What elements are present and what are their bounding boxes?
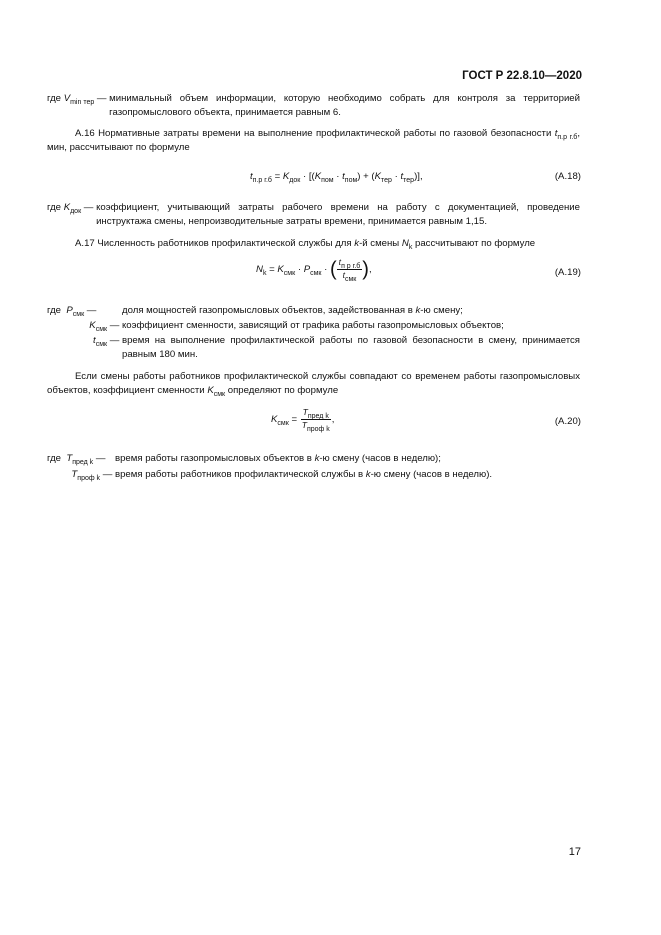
text: определяют по формуле (225, 384, 339, 396)
var-sub: смк (344, 275, 357, 283)
var: N (256, 263, 263, 275)
text: Если смены работы работников профилактической службы совпадают со временем работы газопромысловых объектов, коэффициент сменности (47, 371, 580, 396)
var-sub: тер (381, 177, 392, 184)
op: · (391, 171, 401, 182)
var-sub: смк (283, 269, 296, 277)
var: T (302, 407, 308, 417)
text: время на выполнение профилактической работы по газовой безопасности в смену, принимается равным 180 мин. (122, 335, 580, 360)
fraction-denominator (341, 270, 359, 281)
symbol: K (63, 202, 71, 213)
fraction (337, 258, 363, 281)
dash: — (93, 453, 109, 464)
var: K (374, 171, 382, 182)
symbol: T (71, 469, 78, 480)
op: · [( (300, 171, 315, 182)
symbol-subscript: п.р г.б (557, 134, 578, 141)
definition-text (122, 334, 580, 362)
var: K (277, 263, 284, 275)
var: P (303, 263, 311, 275)
formula-number-a19: (А.19) (554, 267, 581, 278)
text: -й смены (359, 238, 402, 249)
dash: — (107, 335, 122, 346)
where-word: где (47, 93, 62, 104)
dash: — (107, 320, 122, 331)
text: время работы работников профилактической службы в (115, 469, 366, 480)
definition-tpred (47, 452, 580, 466)
var: K (314, 171, 322, 182)
left-paren: ( (330, 258, 337, 281)
definition-label (47, 468, 115, 482)
symbol: K (89, 320, 96, 331)
symbol: t (554, 128, 558, 139)
definition-kdok (47, 201, 580, 229)
definition-tcmk (47, 334, 580, 362)
var: t (338, 257, 342, 267)
formula-number-a18: (А.18) (554, 171, 581, 182)
op: = (266, 263, 278, 275)
text: -ю смену (часов в неделю); (319, 453, 441, 464)
definition-tprof (47, 468, 580, 482)
symbol-subscript: смк (95, 326, 108, 333)
symbol-subscript: k (408, 244, 413, 251)
where-word: где (47, 453, 62, 464)
text: -ю смену; (420, 305, 463, 316)
var-sub: проф k (306, 425, 330, 433)
formula-a19 (256, 258, 372, 281)
formula-number-a20: (А.20) (554, 416, 581, 427)
text: рассчитывают по формуле (412, 238, 536, 249)
k-italic: k (365, 469, 371, 480)
paragraph-a17 (47, 237, 580, 251)
k-italic: k (354, 238, 360, 249)
symbol-subscript: пред k (72, 459, 94, 466)
symbol-subscript: смк (72, 311, 85, 318)
k-italic: k (415, 305, 421, 316)
op: = (288, 413, 300, 425)
symbol-subscript: смк (95, 341, 108, 348)
document-header: ГОСТ Р 22.8.10—2020 (462, 70, 582, 82)
var-sub: пом (321, 177, 334, 184)
var: t (342, 269, 345, 280)
definition-text (115, 452, 580, 466)
text: -ю смену (часов в неделю). (370, 469, 493, 480)
definition-text (115, 468, 580, 482)
symbol-subscript: проф k (77, 475, 101, 482)
op: · (333, 171, 343, 182)
dash: — (94, 93, 110, 104)
text: А.17 Численность работников профилактической службы для (75, 238, 355, 249)
symbol: K (207, 384, 214, 396)
paragraph-a16 (47, 127, 580, 155)
definition-text (122, 319, 580, 333)
var-sub: док (289, 177, 301, 184)
var-sub: пред k (307, 413, 329, 420)
k-italic: k (314, 453, 320, 464)
formula-a20 (271, 408, 334, 431)
op: · (321, 263, 330, 275)
symbol: T (66, 453, 73, 464)
text: коэффициент сменности, зависящий от графика работы газопромысловых объектов; (122, 320, 504, 331)
var-sub: смк (310, 269, 322, 277)
definition-label (47, 201, 96, 229)
symbol: V (63, 93, 71, 104)
definition-label (47, 452, 115, 466)
definition-label (47, 319, 122, 333)
fraction-numerator (337, 258, 363, 270)
var: t (400, 171, 404, 182)
definition-vmin (47, 92, 580, 120)
var: t (342, 171, 345, 182)
var-sub: пом (344, 177, 358, 184)
symbol-subscript: min тер (70, 99, 95, 106)
where-word: где (47, 202, 62, 213)
formula-a18 (250, 170, 423, 184)
text: время работы газопромысловых объектов в (115, 453, 315, 464)
page-number: 17 (568, 846, 581, 858)
op: , (331, 413, 335, 425)
symbol: t (93, 335, 96, 346)
fraction-numerator (301, 408, 331, 420)
definition-label (47, 92, 109, 120)
var-sub: тер (403, 177, 415, 184)
fraction-denominator (300, 420, 332, 431)
symbol: N (401, 238, 409, 249)
op: · (295, 263, 304, 275)
definition-pcmk (47, 304, 580, 318)
op: ) + ( (357, 171, 375, 182)
where-word: где (47, 305, 62, 316)
text: , мин, рассчитывают по формуле (47, 128, 580, 153)
definition-text: коэффициент, учитывающий затраты рабочего времени на работу с документацией, проведение инструктажа смены, непроизводительные затраты времени, принимается равным 1,15. (96, 202, 580, 227)
var-sub: п.р г.б (252, 177, 272, 184)
definition-kcmk (47, 319, 580, 333)
definition-text: минимальный объем информации, которую необходимо собрать для контроля за территорией газопромыслового объекта, принимается равным 6. (109, 93, 580, 118)
var-sub: п р г.б (341, 263, 361, 270)
var: T (301, 419, 307, 430)
definition-label (47, 304, 122, 318)
dash: — (100, 469, 115, 480)
paragraph-shift (47, 370, 580, 398)
var-sub: k (262, 269, 267, 277)
symbol-subscript: док (70, 208, 82, 215)
op: , (368, 263, 372, 275)
var: K (282, 171, 290, 182)
fraction (300, 408, 332, 431)
definition-text (122, 304, 580, 318)
dash: — (84, 305, 100, 316)
definition-label (47, 334, 122, 362)
symbol-subscript: смк (213, 390, 226, 398)
dash: — (81, 202, 97, 213)
symbol: P (66, 305, 73, 316)
var: t (250, 171, 253, 182)
text: доля мощностей газопромысловых объектов, задействованная в (122, 305, 416, 316)
var: K (271, 413, 278, 425)
text: А.16 Нормативные затраты времени на выполнение профилактической работы по газовой безопасности (75, 128, 555, 139)
right-paren: ) (362, 258, 369, 281)
var-sub: смк (277, 419, 289, 427)
op: = (271, 171, 283, 182)
op: )], (414, 171, 423, 182)
